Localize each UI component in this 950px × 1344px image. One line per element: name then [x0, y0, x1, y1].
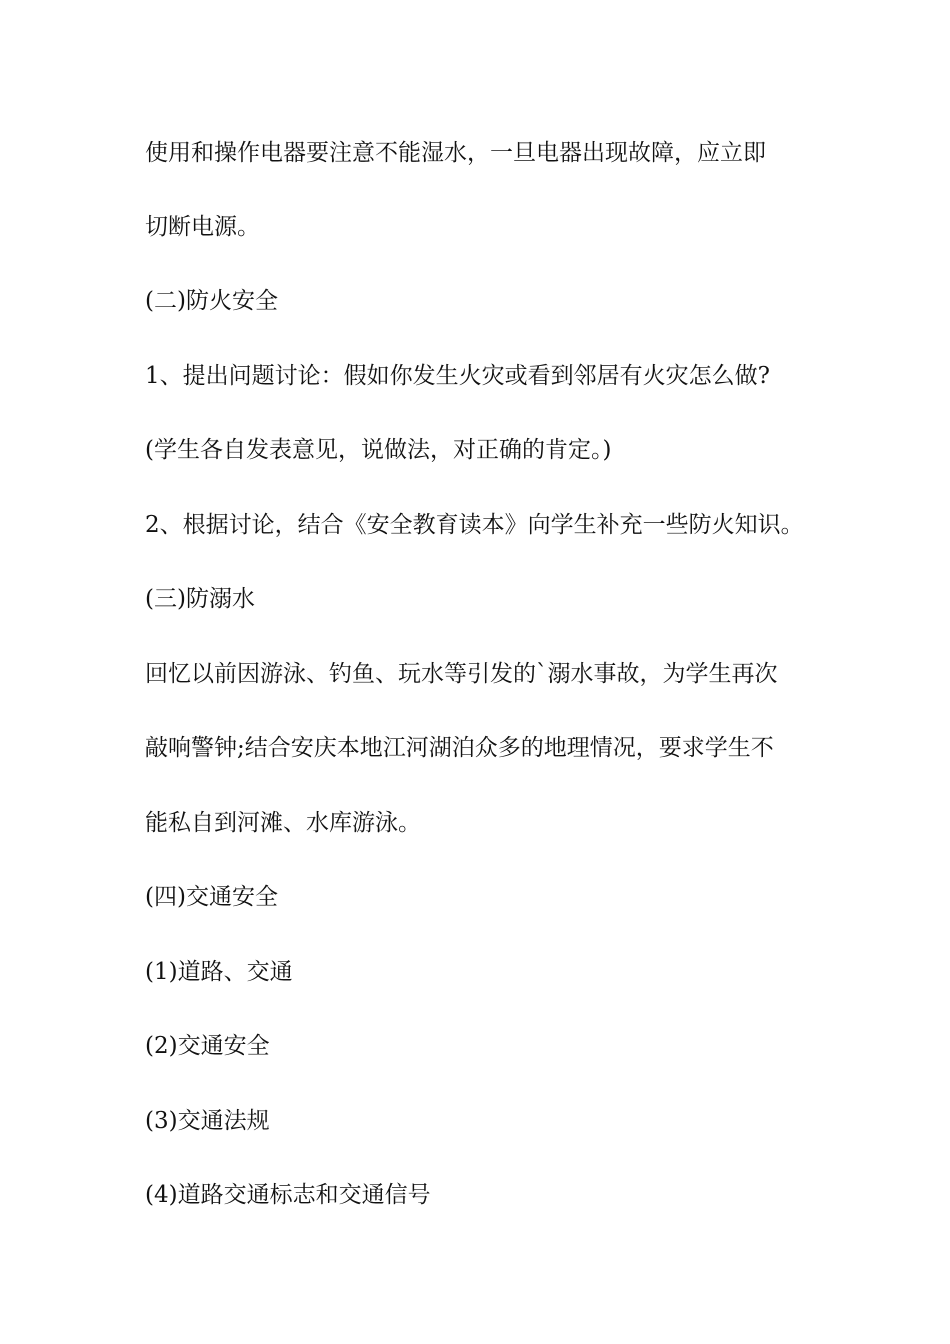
paragraph-line: 切断电源。	[145, 214, 260, 240]
paragraph-line: 1、提出问题讨论：假如你发生火灾或看到邻居有火灾怎么做?	[145, 363, 770, 389]
paragraph-line: (学生各自发表意见，说做法，对正确的肯定。)	[145, 437, 612, 463]
paragraph-line: 2、根据讨论，结合《安全教育读本》向学生补充一些防火知识。	[145, 512, 804, 538]
list-item: (1)道路、交通	[145, 959, 293, 985]
list-item: (2)交通安全	[145, 1033, 270, 1059]
paragraph-line: 能私自到河滩、水库游泳。	[145, 810, 421, 836]
list-item: (3)交通法规	[145, 1108, 270, 1134]
section-heading: (三)防溺水	[145, 586, 255, 612]
paragraph-line: 敲响警钟;结合安庆本地江河湖泊众多的地理情况，要求学生不	[145, 735, 774, 761]
paragraph-line: 回忆以前因游泳、钓鱼、玩水等引发的`溺水事故，为学生再次	[145, 661, 778, 687]
list-item: (4)道路交通标志和交通信号	[145, 1182, 431, 1208]
section-heading: (四)交通安全	[145, 884, 278, 910]
section-heading: (二)防火安全	[145, 288, 278, 314]
paragraph-line: 使用和操作电器要注意不能湿水，一旦电器出现故障，应立即	[145, 140, 766, 166]
